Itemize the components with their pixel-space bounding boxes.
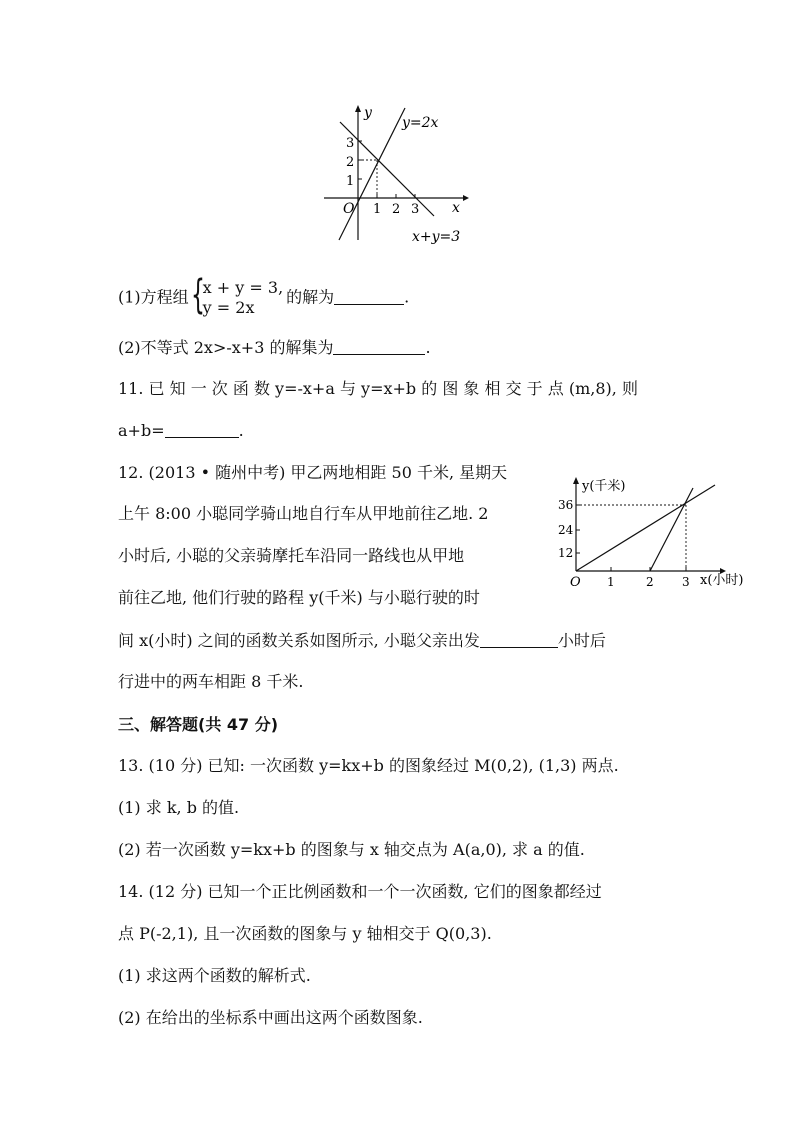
y-tick-label-2: 2 [346,155,355,170]
y-axis-arrow [573,477,579,484]
equation-2: y = 2x [202,298,255,317]
q12-line6: 行进中的两车相距 8 千米. [118,672,304,691]
q10-part2: (2)不等式 2x>-x+3 的解集为 . [118,338,431,357]
line-father [650,488,693,571]
origin-label: O [343,201,355,217]
x-tick-label-2: 2 [646,575,654,589]
q12-line2: 上午 8:00 小聪同学骑山地自行车从甲地前往乙地. 2 [118,504,489,523]
q10-part2-prefix: (2)不等式 2x>-x+3 的解集为 [118,338,334,357]
q13-line3: (2) 若一次函数 y=kx+b 的图象与 x 轴交点为 A(a,0), 求 a 的值. [118,840,585,859]
q12-line3: 小时后, 小聪的父亲骑摩托车沿同一路线也从甲地 [118,546,465,565]
figure-distance-time-graph [548,468,758,598]
y-axis-arrow [355,105,361,112]
y-tick-label-1: 1 [346,174,355,189]
line-xiaocong [576,485,715,571]
section-heading: 三、解答题(共 47 分) [118,715,279,734]
x-tick-label-1: 1 [373,202,382,217]
answer-blank-q10-1[interactable] [334,288,404,305]
line1-label: y=2x [402,115,439,131]
origin-label: O [570,575,581,590]
equation-1: x + y = 3, [202,278,284,297]
x-tick-label-3: 3 [682,575,690,589]
q14-line4: (2) 在给出的坐标系中画出这两个函数图象. [118,1008,423,1027]
x-tick-label-3: 3 [411,202,420,217]
answer-blank-q12[interactable] [480,631,558,648]
y-axis-label: y(千米) [582,479,626,494]
answer-blank-q11[interactable] [165,421,239,438]
q11-line2: a+b= . [118,421,244,440]
brace-icon: { [190,272,205,318]
q12-line1: 12. (2013 • 随州中考) 甲乙两地相距 50 千米, 星期天 [118,463,508,482]
q11-line1: 11. 已 知 一 次 函 数 y=-x+a 与 y=x+b 的 图 象 相 交 于 点 (m,8), 则 [118,379,638,398]
q14-line3: (1) 求这两个函数的解析式. [118,966,311,985]
q13-line2: (1) 求 k, b 的值. [118,798,240,817]
x-tick-label-1: 1 [607,575,615,589]
q12-line5-suffix: 小时后 [557,631,606,650]
q13-line1: 13. (10 分) 已知: 一次函数 y=kx+b 的图象经过 M(0,2), (1,3) 两点. [118,756,619,775]
x-axis-label: x(小时) [700,573,744,588]
y-tick-label-36: 36 [558,498,574,512]
figure-intersection-graph [318,100,478,250]
x-tick-label-2: 2 [392,202,401,217]
y-axis-label: y [364,105,372,121]
q12-line4: 前往乙地, 他们行驶的路程 y(千米) 与小聪行驶的时 [118,588,480,607]
q10-part1-prefix: (1)方程组 [118,287,189,307]
y-tick-label-3: 3 [346,136,355,151]
q12-line5-prefix: 间 x(小时) 之间的函数关系如图所示, 小聪父亲出发 [118,631,480,650]
answer-blank-q10-2[interactable] [333,338,425,355]
q14-line1: 14. (12 分) 已知一个正比例函数和一个一次函数, 它们的图象都经过 [118,882,602,901]
q10-part1-suffix: 的解为 [286,287,335,307]
y-tick-label-24: 24 [558,523,574,537]
y-tick-label-12: 12 [558,546,574,560]
equation-system [190,272,284,318]
x-axis-label: x [452,200,460,216]
q14-line2: 点 P(-2,1), 且一次函数的图象与 y 轴相交于 Q(0,3). [118,924,492,943]
x-axis-arrow [463,195,469,201]
line2-label: x+y=3 [412,229,461,245]
q10-part1: (1)方程组 { x + y = 3, y = 2x 的解为 . [118,272,410,318]
q11-line2-prefix: a+b= [118,421,165,440]
q12-line5 [118,630,606,652]
